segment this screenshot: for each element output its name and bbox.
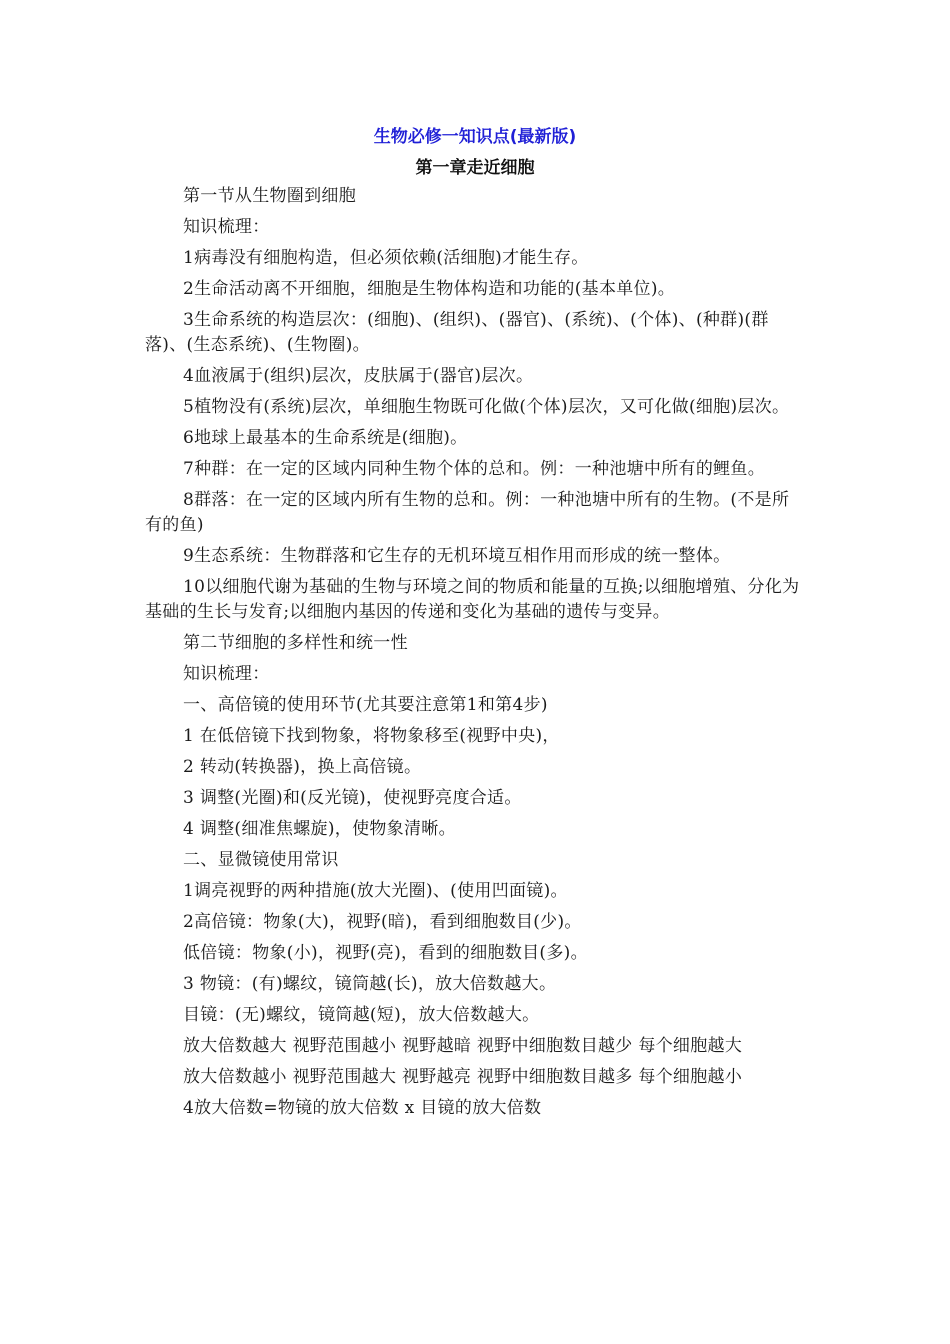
point-7: 7种群：在一定的区域内同种生物个体的总和。例：一种池塘中所有的鲤鱼。	[183, 459, 766, 479]
subsection-heading-microscope: 二、显微镜使用常识	[183, 850, 339, 870]
magnification-smaller-rule: 放大倍数越小 视野范围越大 视野越亮 视野中细胞数目越多 每个细胞越小	[183, 1067, 743, 1087]
magnification-formula: 4放大倍数=物镜的放大倍数 x 目镜的放大倍数	[183, 1098, 542, 1118]
document-title: 生物必修一知识点(最新版)	[373, 127, 577, 147]
step-1: 1 在低倍镜下找到物象，将物象移至(视野中央)，	[183, 726, 560, 746]
point-10: 10以细胞代谢为基础的生物与环境之间的物质和能量的互换;以细胞增殖、分化为基础的生长与发育;以细胞内基因的传递和变化为基础的遗传与变异。	[145, 577, 800, 622]
point-3: 3生命系统的构造层次：(细胞)、(组织)、(器官)、(系统)、(个体)、(种群)(群落)、(生态系统)、(生物圈)。	[145, 310, 769, 355]
microscope-point-2-low: 低倍镜：物象(小)，视野(亮)，看到的细胞数目(多)。	[183, 943, 588, 963]
magnification-larger-rule: 放大倍数越大 视野范围越小 视野越暗 视野中细胞数目越少 每个细胞越大	[183, 1036, 743, 1056]
microscope-point-3-eyepiece: 目镜：(无)螺纹，镜筒越(短)，放大倍数越大。	[183, 1005, 540, 1025]
subsection-heading-high-power: 一、高倍镜的使用环节(尤其要注意第1和第4步)	[183, 695, 548, 715]
document-content	[145, 122, 805, 1127]
point-6: 6地球上最基本的生命系统是(细胞)。	[183, 428, 468, 448]
step-2: 2 转动(转换器)，换上高倍镜。	[183, 757, 422, 777]
microscope-point-2-high: 2高倍镜：物象(大)，视野(暗)，看到细胞数目(少)。	[183, 912, 582, 932]
point-2: 2生命活动离不开细胞，细胞是生物体构造和功能的(基本单位)。	[183, 279, 676, 299]
step-3: 3 调整(光圈)和(反光镜)，使视野亮度合适。	[183, 788, 522, 808]
point-5: 5植物没有(系统)层次，单细胞生物既可化做(个体)层次，又可化做(细胞)层次。	[183, 397, 790, 417]
section-heading-2: 第二节细胞的多样性和统一性	[183, 633, 408, 653]
point-9: 9生态系统：生物群落和它生存的无机环境互相作用而形成的统一整体。	[183, 546, 731, 566]
chapter-heading: 第一章走近细胞	[415, 158, 535, 178]
section-heading-1: 第一节从生物圈到细胞	[183, 186, 356, 206]
point-4: 4血液属于(组织)层次，皮肤属于(器官)层次。	[183, 366, 534, 386]
point-8: 8群落：在一定的区域内所有生物的总和。例：一种池塘中所有的生物。(不是所有的鱼)	[145, 490, 790, 535]
microscope-point-3-objective: 3 物镜：(有)螺纹，镜筒越(长)，放大倍数越大。	[183, 974, 557, 994]
knowledge-summary-label-2: 知识梳理：	[183, 664, 270, 684]
knowledge-summary-label-1: 知识梳理：	[183, 217, 270, 237]
point-1: 1病毒没有细胞构造，但必须依赖(活细胞)才能生存。	[183, 248, 589, 268]
microscope-point-1: 1调亮视野的两种措施(放大光圈)、(使用凹面镜)。	[183, 881, 568, 901]
step-4: 4 调整(细准焦螺旋)，使物象清晰。	[183, 819, 456, 839]
